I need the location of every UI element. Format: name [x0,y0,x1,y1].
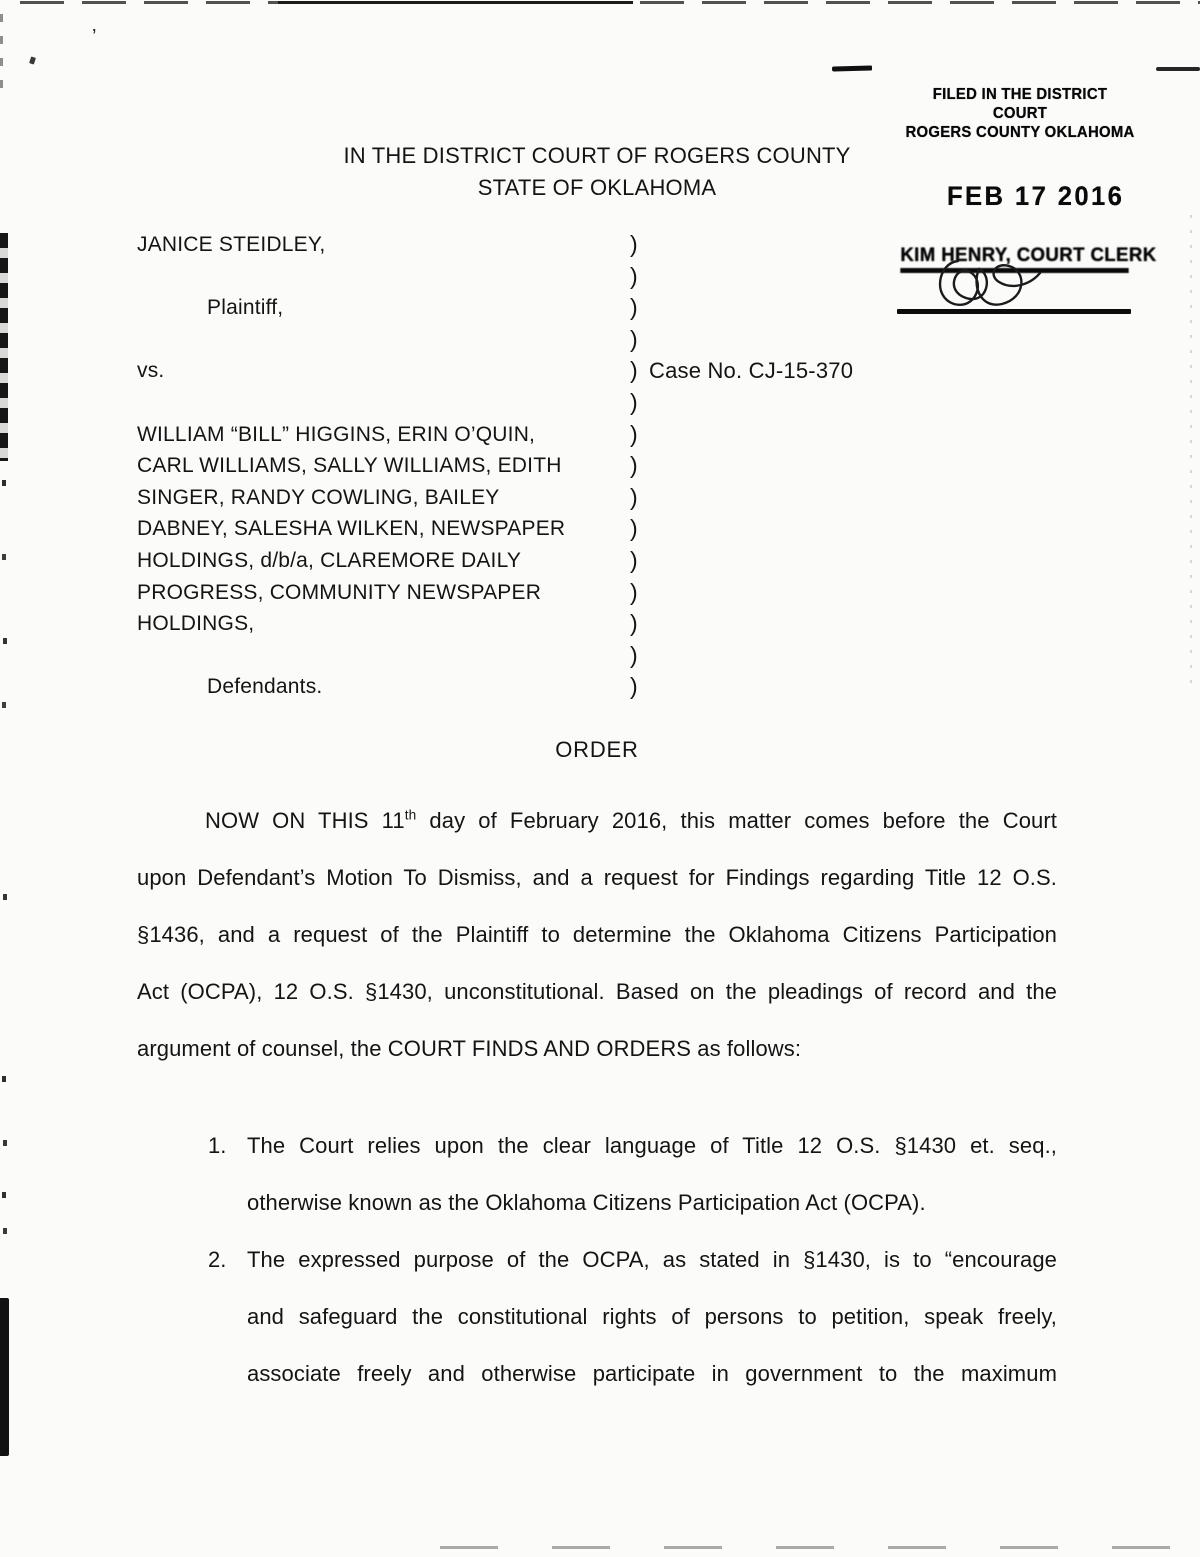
finding-text [247,1231,1057,1402]
caption-row [137,608,1057,640]
caption-paren: ) [630,483,638,510]
caption-paren: ) [630,420,638,447]
finding-number: 2. [208,1247,227,1272]
document-body [137,0,1057,1557]
case-caption [137,229,1057,703]
finding-item-1 [137,1117,1057,1231]
caption-paren: ) [630,388,638,415]
intro-line: §1436, and a request of the Plaintiff to determine the Oklahoma Citizens Participation [137,922,1057,947]
filed-stamp-line1: FILED IN THE DISTRICT COURT [932,86,1108,122]
ordinal-superscript: th [404,807,417,823]
defendant-line: HOLDINGS, d/b/a, CLAREMORE DAILY [137,548,522,572]
plaintiff-name: JANICE STEIDLEY, [137,233,326,256]
vs-label: vs. [137,359,165,383]
intro-paragraph [137,792,1057,1077]
caption-row [137,577,1057,609]
case-number: Case No. CJ-15-370 [649,358,854,384]
right-edge-dash-mark [1156,67,1200,71]
caption-row [137,419,1057,451]
caption-row [137,450,1057,482]
left-edge-dashes-top [0,14,3,92]
finding-line: otherwise known as the Oklahoma Citizens Participation Act (OCPA). [247,1190,926,1215]
caption-paren: ) [630,546,638,573]
findings-list [137,1117,1057,1402]
intro-line: upon Defendant’s Motion To Dismiss, and a request for Findings regarding Title 12 O.S. [137,865,1057,890]
caption-row [137,229,1057,261]
defendant-line: SINGER, RANDY COWLING, BAILEY [137,485,500,509]
caption-paren: ) [630,294,638,321]
caption-row [137,261,1057,293]
caption-paren: ) [630,515,638,542]
court-clerk-stamp: KIM HENRY, COURT CLERK [900,245,1128,273]
intro-line [137,792,1057,849]
caption-paren: ) [630,610,638,637]
caption-row [137,482,1057,514]
finding-line: associate freely and otherwise participate in government to the maximum [247,1361,1057,1386]
left-edge-specks [2,480,6,486]
caption-row [137,513,1057,545]
caption-row [137,387,1057,419]
caption-paren: ) [630,231,638,257]
court-header-line1: IN THE DISTRICT COURT OF ROGERS COUNTY [343,143,851,168]
caption-row [137,545,1057,577]
stray-apostrophe-mark: ’ [92,26,97,48]
court-header-line2: STATE OF OKLAHOMA [477,175,717,200]
caption-row [137,640,1057,672]
finding-line: The Court relies upon the clear language of Title 12 O.S. §1430 et. seq., [247,1133,1057,1158]
intro-line: Act (OCPA), 12 O.S. §1430, unconstitutional. Based on the pleadings of record and the [137,979,1057,1004]
caption-paren: ) [630,452,638,479]
defendant-line: WILLIAM “BILL” HIGGINS, ERIN O’QUIN, [137,422,536,446]
caption-paren: ) [630,578,638,605]
defendant-line: PROGRESS, COMMUNITY NEWSPAPER [137,580,542,604]
defendant-line: DABNEY, SALESHA WILKEN, NEWSPAPER [137,517,566,541]
filed-stamp-line2: ROGERS COUNTY OKLAHOMA [905,124,1135,141]
finding-line: The expressed purpose of the OCPA, as stated in §1430, is to “encourage [247,1247,1057,1272]
caption-paren: ) [630,262,638,289]
filed-date-stamp: FEB 17 2016 [947,181,1125,211]
defendant-line: CARL WILLIAMS, SALLY WILLIAMS, EDITH [137,454,562,478]
intro-line1-pre: NOW ON THIS 11 [205,808,405,833]
plaintiff-label: Plaintiff, [207,296,284,320]
left-edge-dash-column [0,233,8,461]
intro-line: argument of counsel, the COURT FINDS AND ORDERS as follows: [137,1036,802,1061]
finding-line: and safeguard the constitutional rights of persons to petition, speak freely, [247,1304,1057,1329]
caption-paren: ) [630,325,638,352]
court-header [137,140,1057,204]
intro-line1-post: day of February 2016, this matter comes before the Court [416,808,1057,833]
caption-row [137,355,1057,387]
finding-item-2 [137,1231,1057,1402]
order-title: ORDER [555,737,639,762]
caption-row [137,671,1057,703]
stray-ink-mark [29,56,36,64]
caption-paren: ) [630,641,638,668]
finding-text [247,1117,1057,1231]
finding-number: 1. [208,1133,227,1158]
clerk-signature-icon [930,247,1075,322]
caption-row [137,292,1057,324]
caption-paren: ) [630,673,638,700]
left-edge-black-bar [0,1298,9,1456]
caption-row [137,324,1057,356]
defendants-label: Defendants. [207,675,323,699]
caption-paren: ) [630,357,638,384]
right-edge-dotted-line [1190,215,1192,695]
defendant-line: HOLDINGS, [137,612,255,636]
